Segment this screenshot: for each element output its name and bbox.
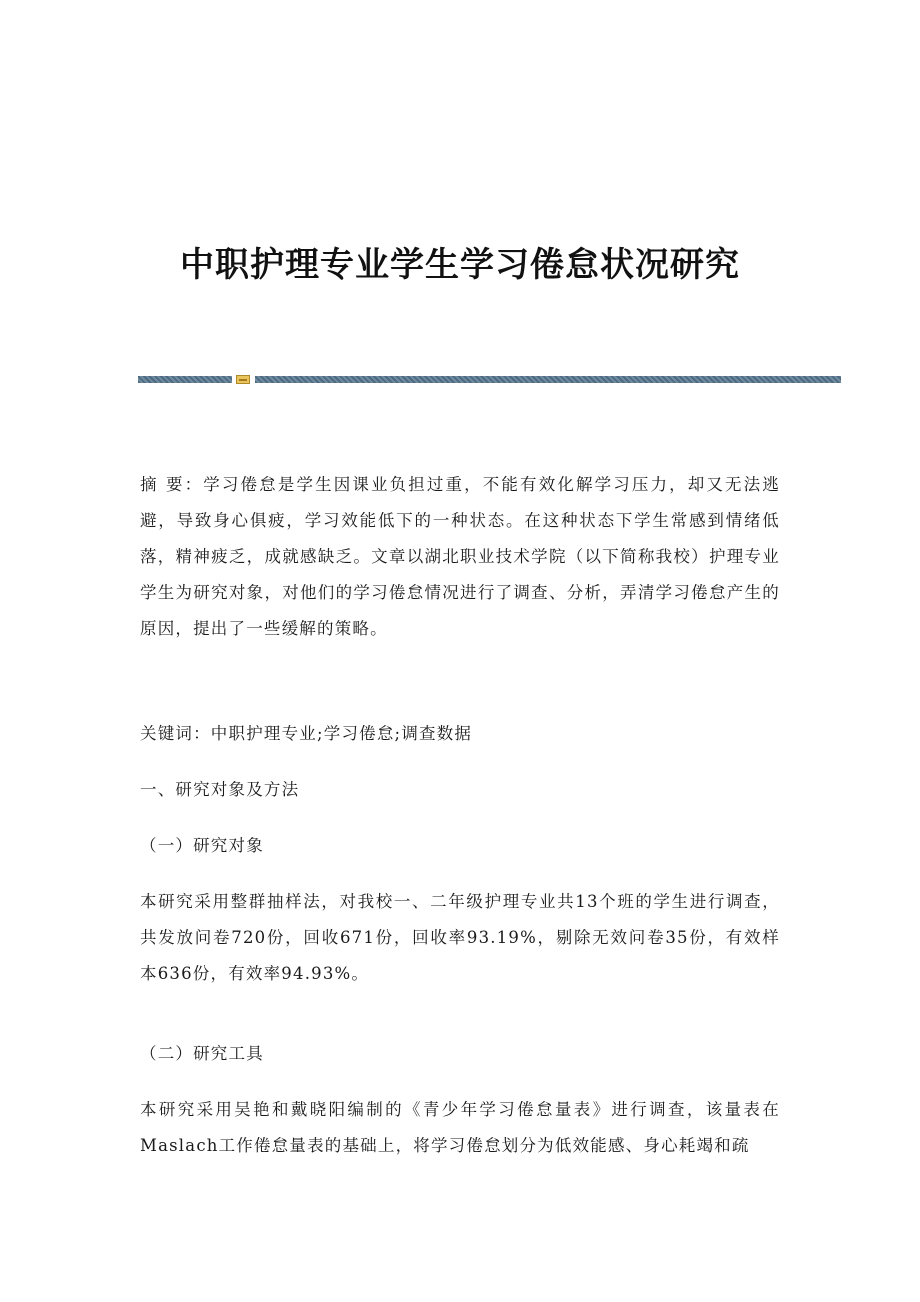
subsection-heading-tools: （二）研究工具 <box>140 1044 264 1063</box>
document-title: 中职护理专业学生学习倦怠状况研究 <box>180 244 740 285</box>
divider-bar-right <box>255 376 841 383</box>
divider-emblem-icon <box>236 375 250 384</box>
subjects-paragraph: 本研究采用整群抽样法，对我校一、二年级护理专业共13个班的学生进行调查，共发放问卷720份，回收671份，回收率93.19%，剔除无效问卷35份，有效样本636份，有效率94.93%。 <box>140 892 780 983</box>
subsection-heading-subjects: （一）研究对象 <box>140 836 264 855</box>
divider-bar-left <box>138 376 232 383</box>
section-heading-methods: 一、研究对象及方法 <box>140 780 300 799</box>
tools-paragraph: 本研究采用吴艳和戴晓阳编制的《青少年学习倦怠量表》进行调查，该量表在Maslach工作倦怠量表的基础上，将学习倦怠划分为低效能感、身心耗竭和疏 <box>140 1100 780 1155</box>
keywords-line: 关键词：中职护理专业;学习倦怠;调查数据 <box>140 724 473 743</box>
abstract-paragraph: 摘 要：学习倦怠是学生因课业负担过重，不能有效化解学习压力，却又无法逃避，导致身心俱疲，学习效能低下的一种状态。在这种状态下学生常感到情绪低落，精神疲乏，成就感缺乏。文章以湖北职业技术学院（以下简称我校）护理专业学生为研究对象，对他们的学习倦怠情况进行了调查、分析，弄清学习倦怠产生的原因，提出了一些缓解的策略。 <box>140 475 780 638</box>
title-divider <box>138 375 841 384</box>
